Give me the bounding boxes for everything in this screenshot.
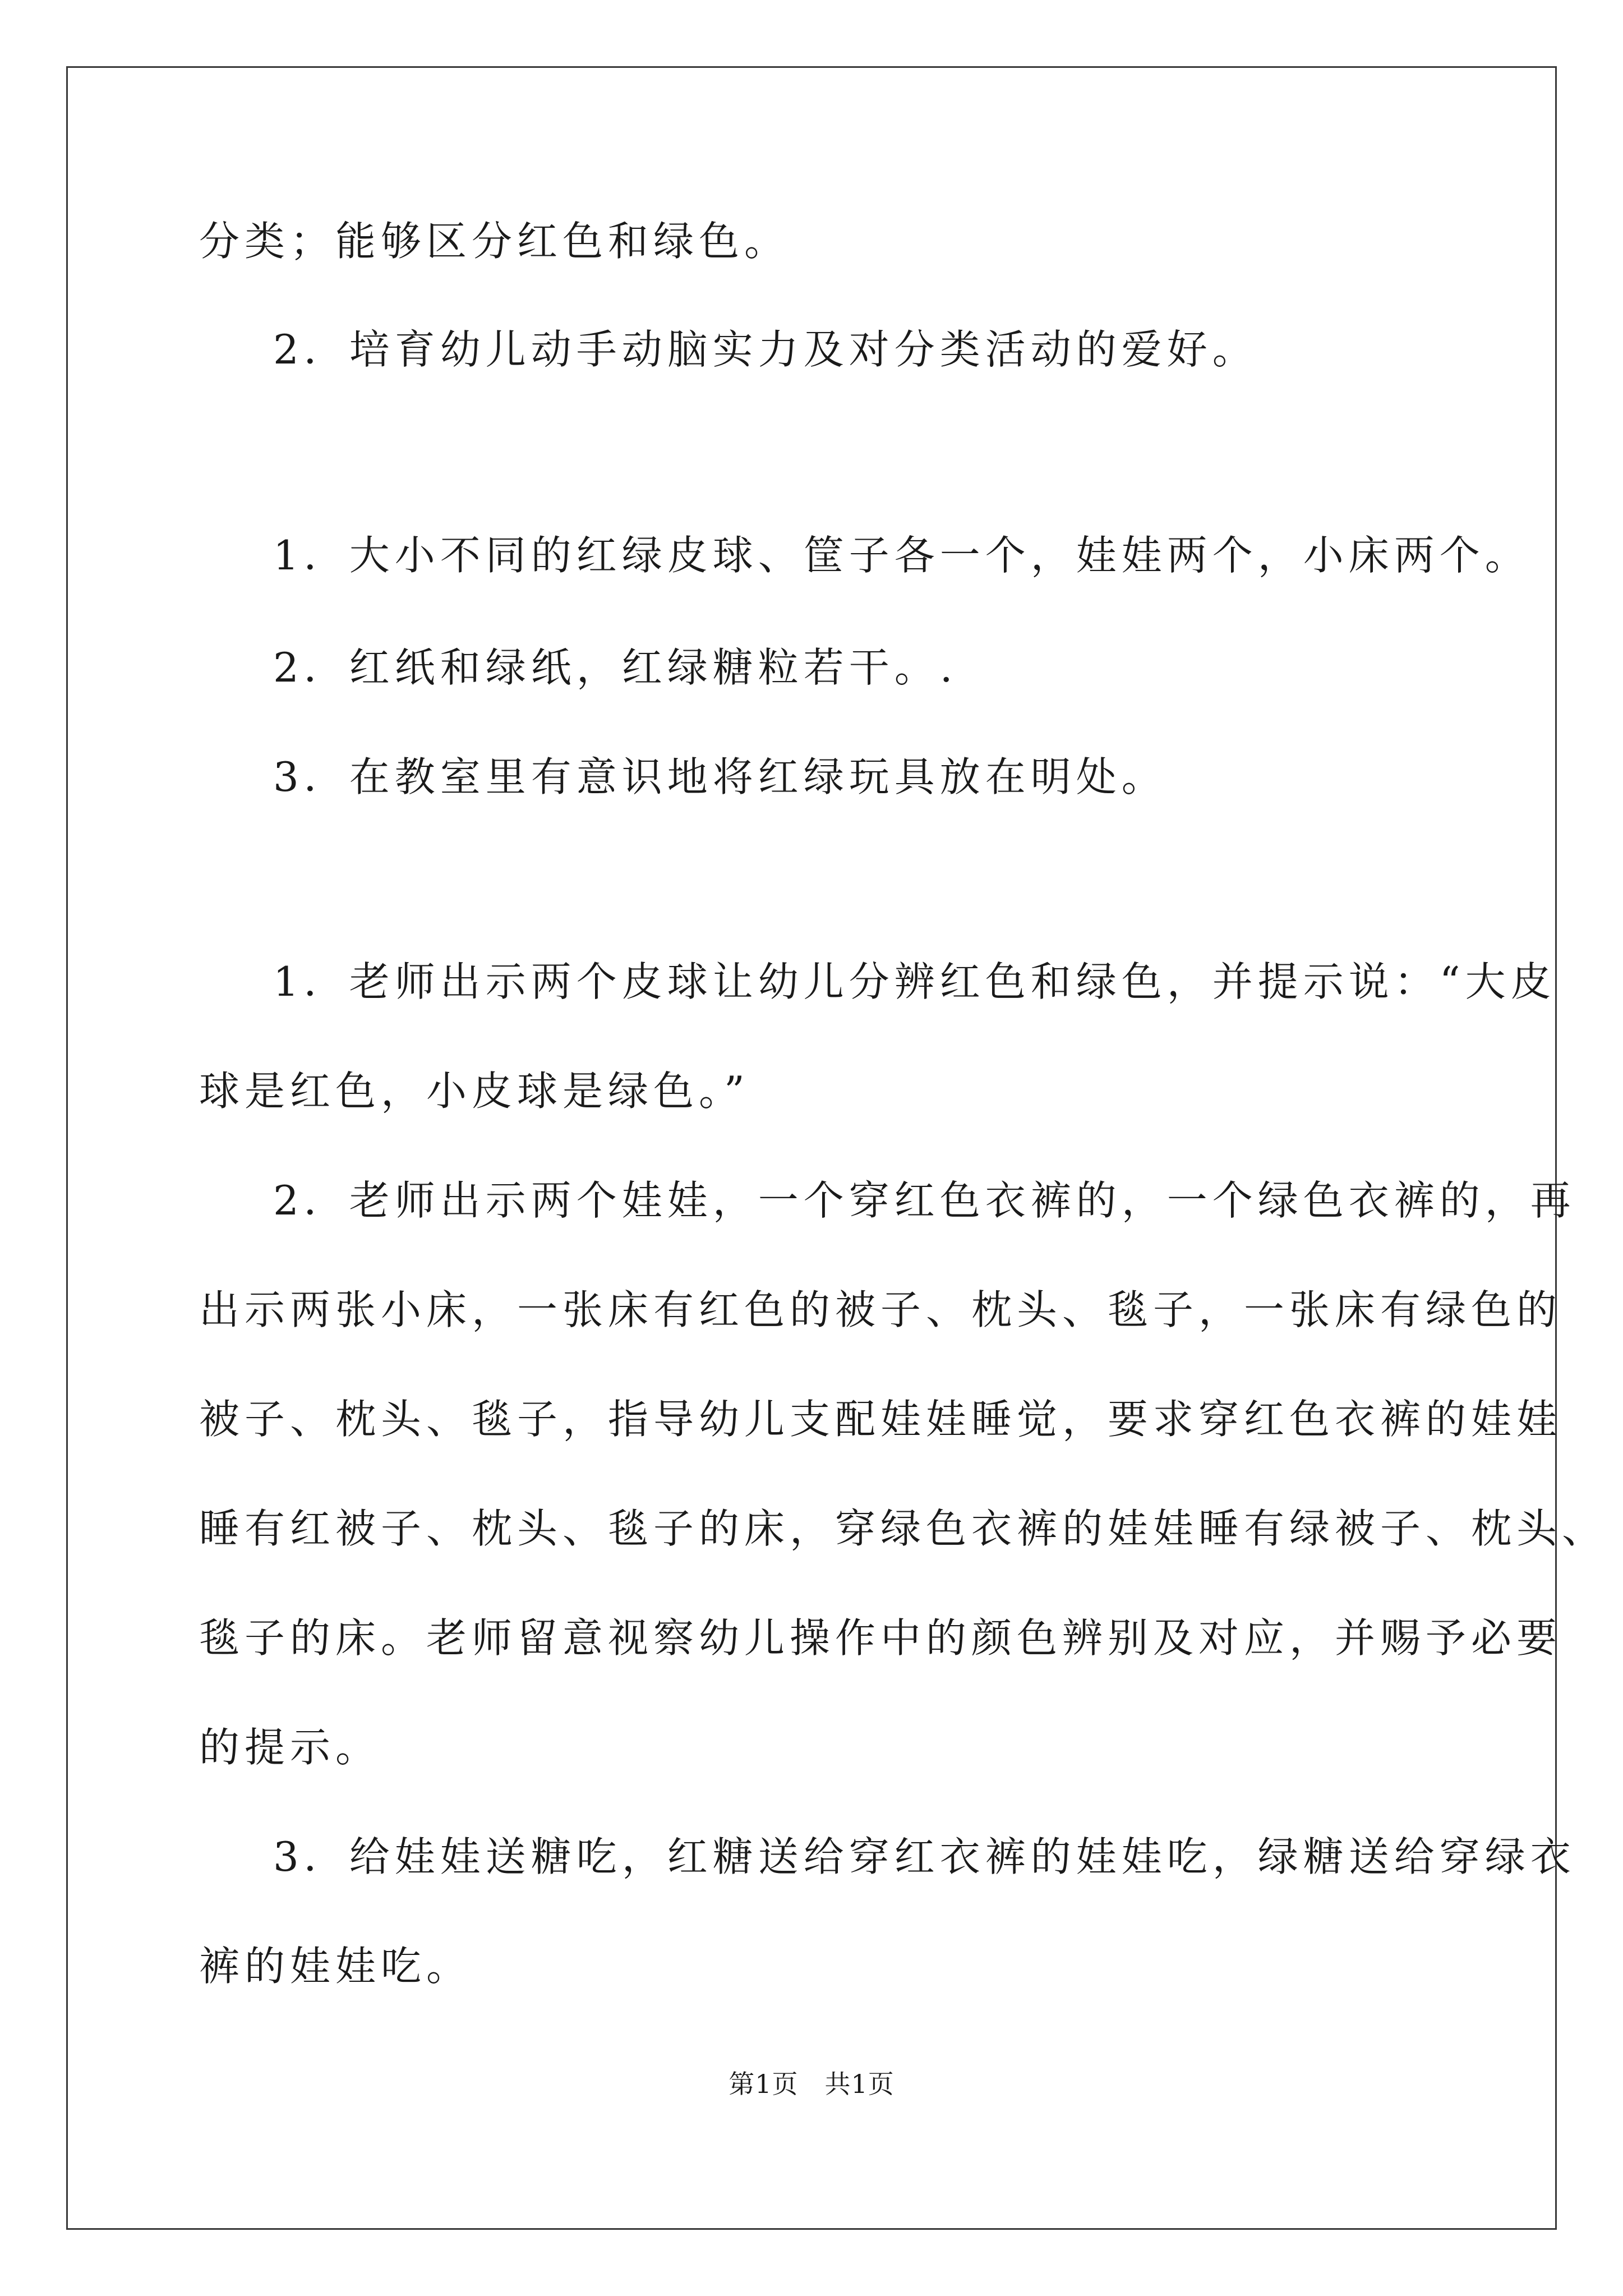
text-line: 2．老师出示两个娃娃，一个穿红色衣裤的，一个绿色衣裤的，再	[273, 1177, 1576, 1224]
text-line: 2．红纸和绿纸，红绿糖粒若干。.	[273, 644, 958, 691]
page-border	[66, 66, 1557, 2230]
text-line: 分类；能够区分红色和绿色。	[199, 218, 790, 265]
text-line: 2．培育幼儿动手动脑实力及对分类活动的爱好。	[273, 326, 1258, 373]
text-line: 睡有红被子、枕头、毯子的床，穿绿色衣裤的娃娃睡有绿被子、枕头、	[199, 1505, 1608, 1552]
text-line: 1．老师出示两个皮球让幼儿分辨红色和绿色，并提示说：“大皮	[273, 958, 1556, 1005]
text-line: 3．在教室里有意识地将红绿玩具放在明处。	[273, 753, 1167, 800]
text-line: 的提示。	[199, 1724, 381, 1771]
text-line: 出示两张小床，一张床有红色的被子、枕头、毯子，一张床有绿色的	[199, 1286, 1562, 1333]
text-line: 毯子的床。老师留意视察幼儿操作中的颜色辨别及对应，并赐予必要	[199, 1614, 1562, 1662]
text-line: 1．大小不同的红绿皮球、筐子各一个，娃娃两个，小床两个。	[273, 532, 1530, 579]
text-line: 被子、枕头、毯子，指导幼儿支配娃娃睡觉，要求穿红色衣裤的娃娃	[199, 1396, 1562, 1443]
page-number: 第1页 共1页	[728, 2069, 895, 2099]
text-line: 裤的娃娃吃。	[199, 1943, 472, 1990]
text-line: 3．给娃娃送糖吃，红糖送给穿红衣裤的娃娃吃，绿糖送给穿绿衣	[273, 1833, 1576, 1880]
text-line: 球是红色，小皮球是绿色。”	[199, 1068, 750, 1115]
